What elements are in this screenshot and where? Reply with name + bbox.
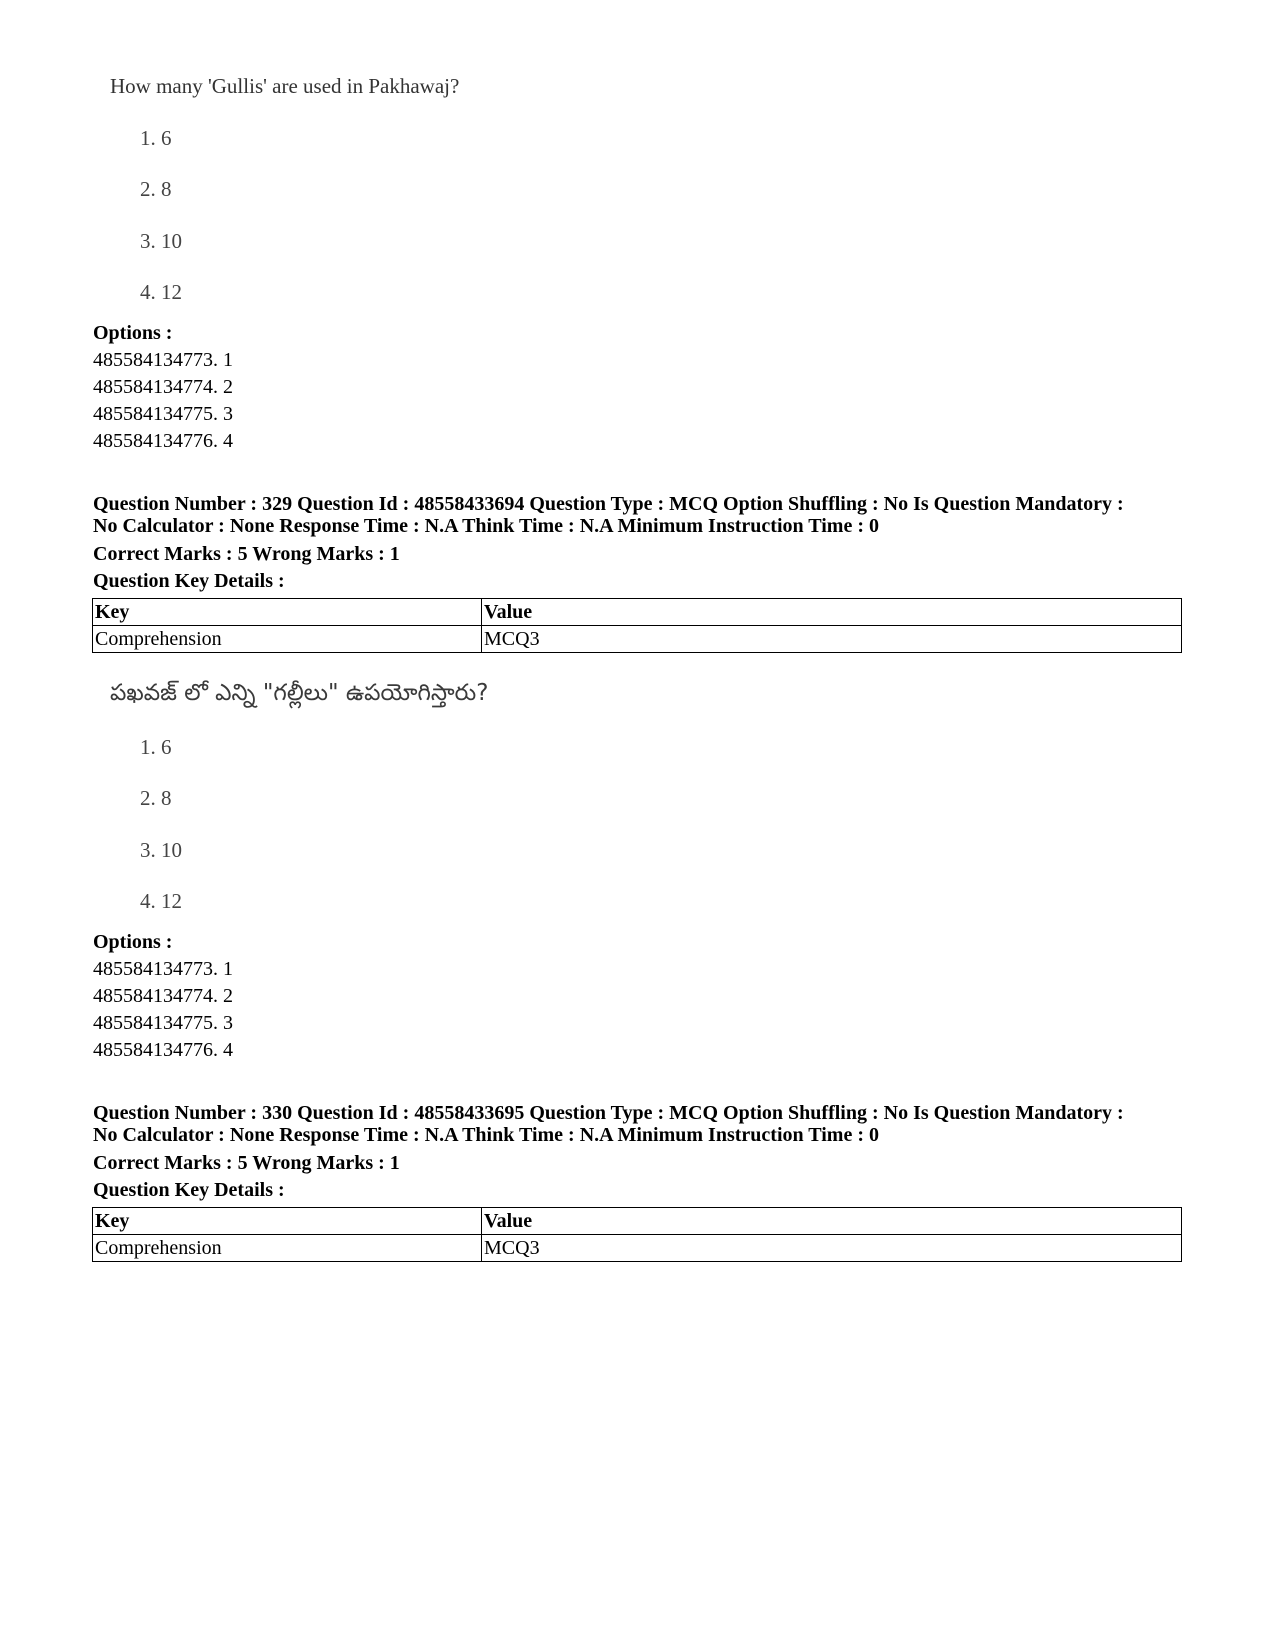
marks-line: Correct Marks : 5 Wrong Marks : 1: [93, 1152, 400, 1174]
question-key-table: [92, 598, 1182, 653]
option-item: 485584134774. 2: [93, 985, 233, 1007]
table-cell-key: Comprehension: [93, 1235, 482, 1262]
key-details-label: Question Key Details :: [93, 1179, 285, 1201]
question-meta-line-1: Question Number : 330 Question Id : 48558433695 Question Type : MCQ Option Shuffling : No Is Question Mandatory :: [93, 1102, 1124, 1124]
option-item: 485584134775. 3: [93, 403, 233, 425]
question-key-table: [92, 1207, 1182, 1262]
option-item: 485584134776. 4: [93, 1039, 233, 1061]
option-item: 485584134773. 1: [93, 958, 233, 980]
table-row: [93, 626, 1182, 653]
question-meta-line-2: No Calculator : None Response Time : N.A Think Time : N.A Minimum Instruction Time : 0: [93, 515, 879, 537]
option-item: 485584134775. 3: [93, 1012, 233, 1034]
table-header-key: Key: [93, 1208, 482, 1235]
marks-line: Correct Marks : 5 Wrong Marks : 1: [93, 543, 400, 565]
question-meta-line-1: Question Number : 329 Question Id : 48558433694 Question Type : MCQ Option Shuffling : No Is Question Mandatory :: [93, 493, 1124, 515]
question-meta-line-2: No Calculator : None Response Time : N.A Think Time : N.A Minimum Instruction Time : 0: [93, 1124, 879, 1146]
table-cell-key: Comprehension: [93, 626, 482, 653]
choice-1: 1. 6: [140, 735, 172, 759]
choice-2: 2. 8: [140, 786, 172, 810]
choice-4: 4. 12: [140, 889, 182, 913]
options-label: Options :: [93, 931, 173, 953]
key-details-label: Question Key Details :: [93, 570, 285, 592]
option-item: 485584134774. 2: [93, 376, 233, 398]
choice-2: 2. 8: [140, 177, 172, 201]
table-cell-value: MCQ3: [482, 1235, 1182, 1262]
table-header-row: [93, 1208, 1182, 1235]
option-item: 485584134773. 1: [93, 349, 233, 371]
choice-1: 1. 6: [140, 126, 172, 150]
table-header-value: Value: [482, 1208, 1182, 1235]
choice-4: 4. 12: [140, 280, 182, 304]
table-row: [93, 1235, 1182, 1262]
question-text: పఖవజ్ లో ఎన్ని "గల్లీలు" ఉపయోగిస్తారు?: [110, 680, 489, 706]
table-header-value: Value: [482, 599, 1182, 626]
question-text: How many 'Gullis' are used in Pakhawaj?: [110, 74, 460, 98]
table-cell-value: MCQ3: [482, 626, 1182, 653]
table-header-row: [93, 599, 1182, 626]
options-label: Options :: [93, 322, 173, 344]
option-item: 485584134776. 4: [93, 430, 233, 452]
table-header-key: Key: [93, 599, 482, 626]
choice-3: 3. 10: [140, 838, 182, 862]
choice-3: 3. 10: [140, 229, 182, 253]
